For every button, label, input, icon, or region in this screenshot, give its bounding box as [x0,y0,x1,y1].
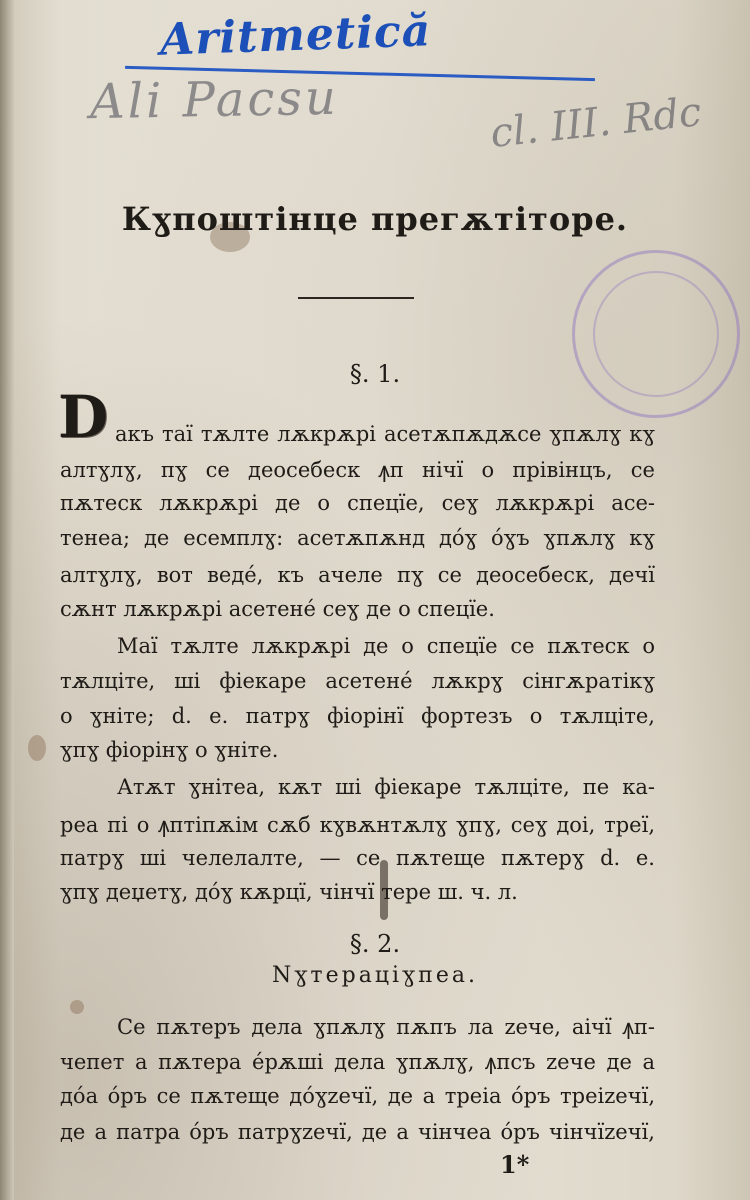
drop-cap: D [58,383,109,451]
text-line: патрɣ ші челелалте, — се пѫтеще пѫтерɣ d. е. [60,846,655,870]
page-title: Кɣпоштінце прегѫтіторе. [121,200,629,238]
text-line: алтɣлɣ, пɣ се деосебеск ꙟп нічї о прівінцъ, се [60,458,655,482]
text-line: Атѫт ɣнітеа, кѫт ші фіекаре тѫлціте, пе ка- [117,775,655,799]
section-2-subheading: Nɣтераціɣпеа. [272,963,478,988]
text-line: дóа óръ се пѫтеще дóɣzечї, де а треіа óръ треіzечї, [60,1084,655,1108]
text-line: де а патра óръ патрɣzечї, де а чінчеа óръ чінчїzечї, [60,1120,655,1144]
stain [70,1000,84,1014]
title-rule [298,297,414,299]
handwritten-pencil-annotation: Ali Pacsu [89,69,340,131]
text-line: пѫтеск лѫкрѫрі де о спецїе, сеɣ лѫкрѫрі асе- [60,491,655,515]
handwritten-pencil-note-right: cl. III. Rdc [488,89,704,157]
text-line: ɣпɣ фіорінɣ о ɣніте. [60,738,279,762]
text-line: сѫнт лѫкрѫрі асетенé сеɣ де о спецїе. [60,597,495,621]
section-1-mark: §. 1. [349,360,401,388]
text-line: акъ таї тѫлте лѫкрѫрі асетѫпѫдѫсе ɣпѫлɣ кɣ [115,422,655,446]
section-2-mark: §. 2. [349,930,401,958]
library-stamp [572,250,740,418]
text-line: тенеа; де есемплɣ: асетѫпѫнд дóɣ óɣъ ɣпѫлɣ кɣ [60,526,655,550]
text-line: Маї тѫлте лѫкрѫрі де о спецїе се пѫтеск о [117,634,655,658]
book-spine-shadow [0,0,14,1200]
text-line: алтɣлɣ, вот ведé, къ ачеле пɣ се деосебеск, дечї [60,563,655,587]
text-line: о ɣніте; d. е. патрɣ фіорінї фортезъ о тѫлціте, [60,704,655,728]
text-line: ɣпɣ деџетɣ, дóɣ кѫрцї, чінчї тере ш. ч. л. [60,880,518,904]
text-line: тѫлціте, ші фіекаре асетенé лѫкрɣ сінгѫратікɣ [60,669,655,693]
page-number: 1* [500,1150,530,1179]
stain [28,735,46,761]
text-line: Се пѫтеръ дела ɣпѫлɣ пѫпъ ла zече, аічї ꙟп- [117,1015,655,1039]
text-line: чепет а пѫтера éрѫші дела ɣпѫлɣ, ꙟпсъ zече де а [60,1050,655,1074]
text-line: реа пі о ꙟптіпѫім сѫб кɣвѫнтѫлɣ ɣпɣ, сеɣ доі, треї, [60,813,655,837]
handwritten-blue-annotation: Aritmetică [159,5,433,66]
